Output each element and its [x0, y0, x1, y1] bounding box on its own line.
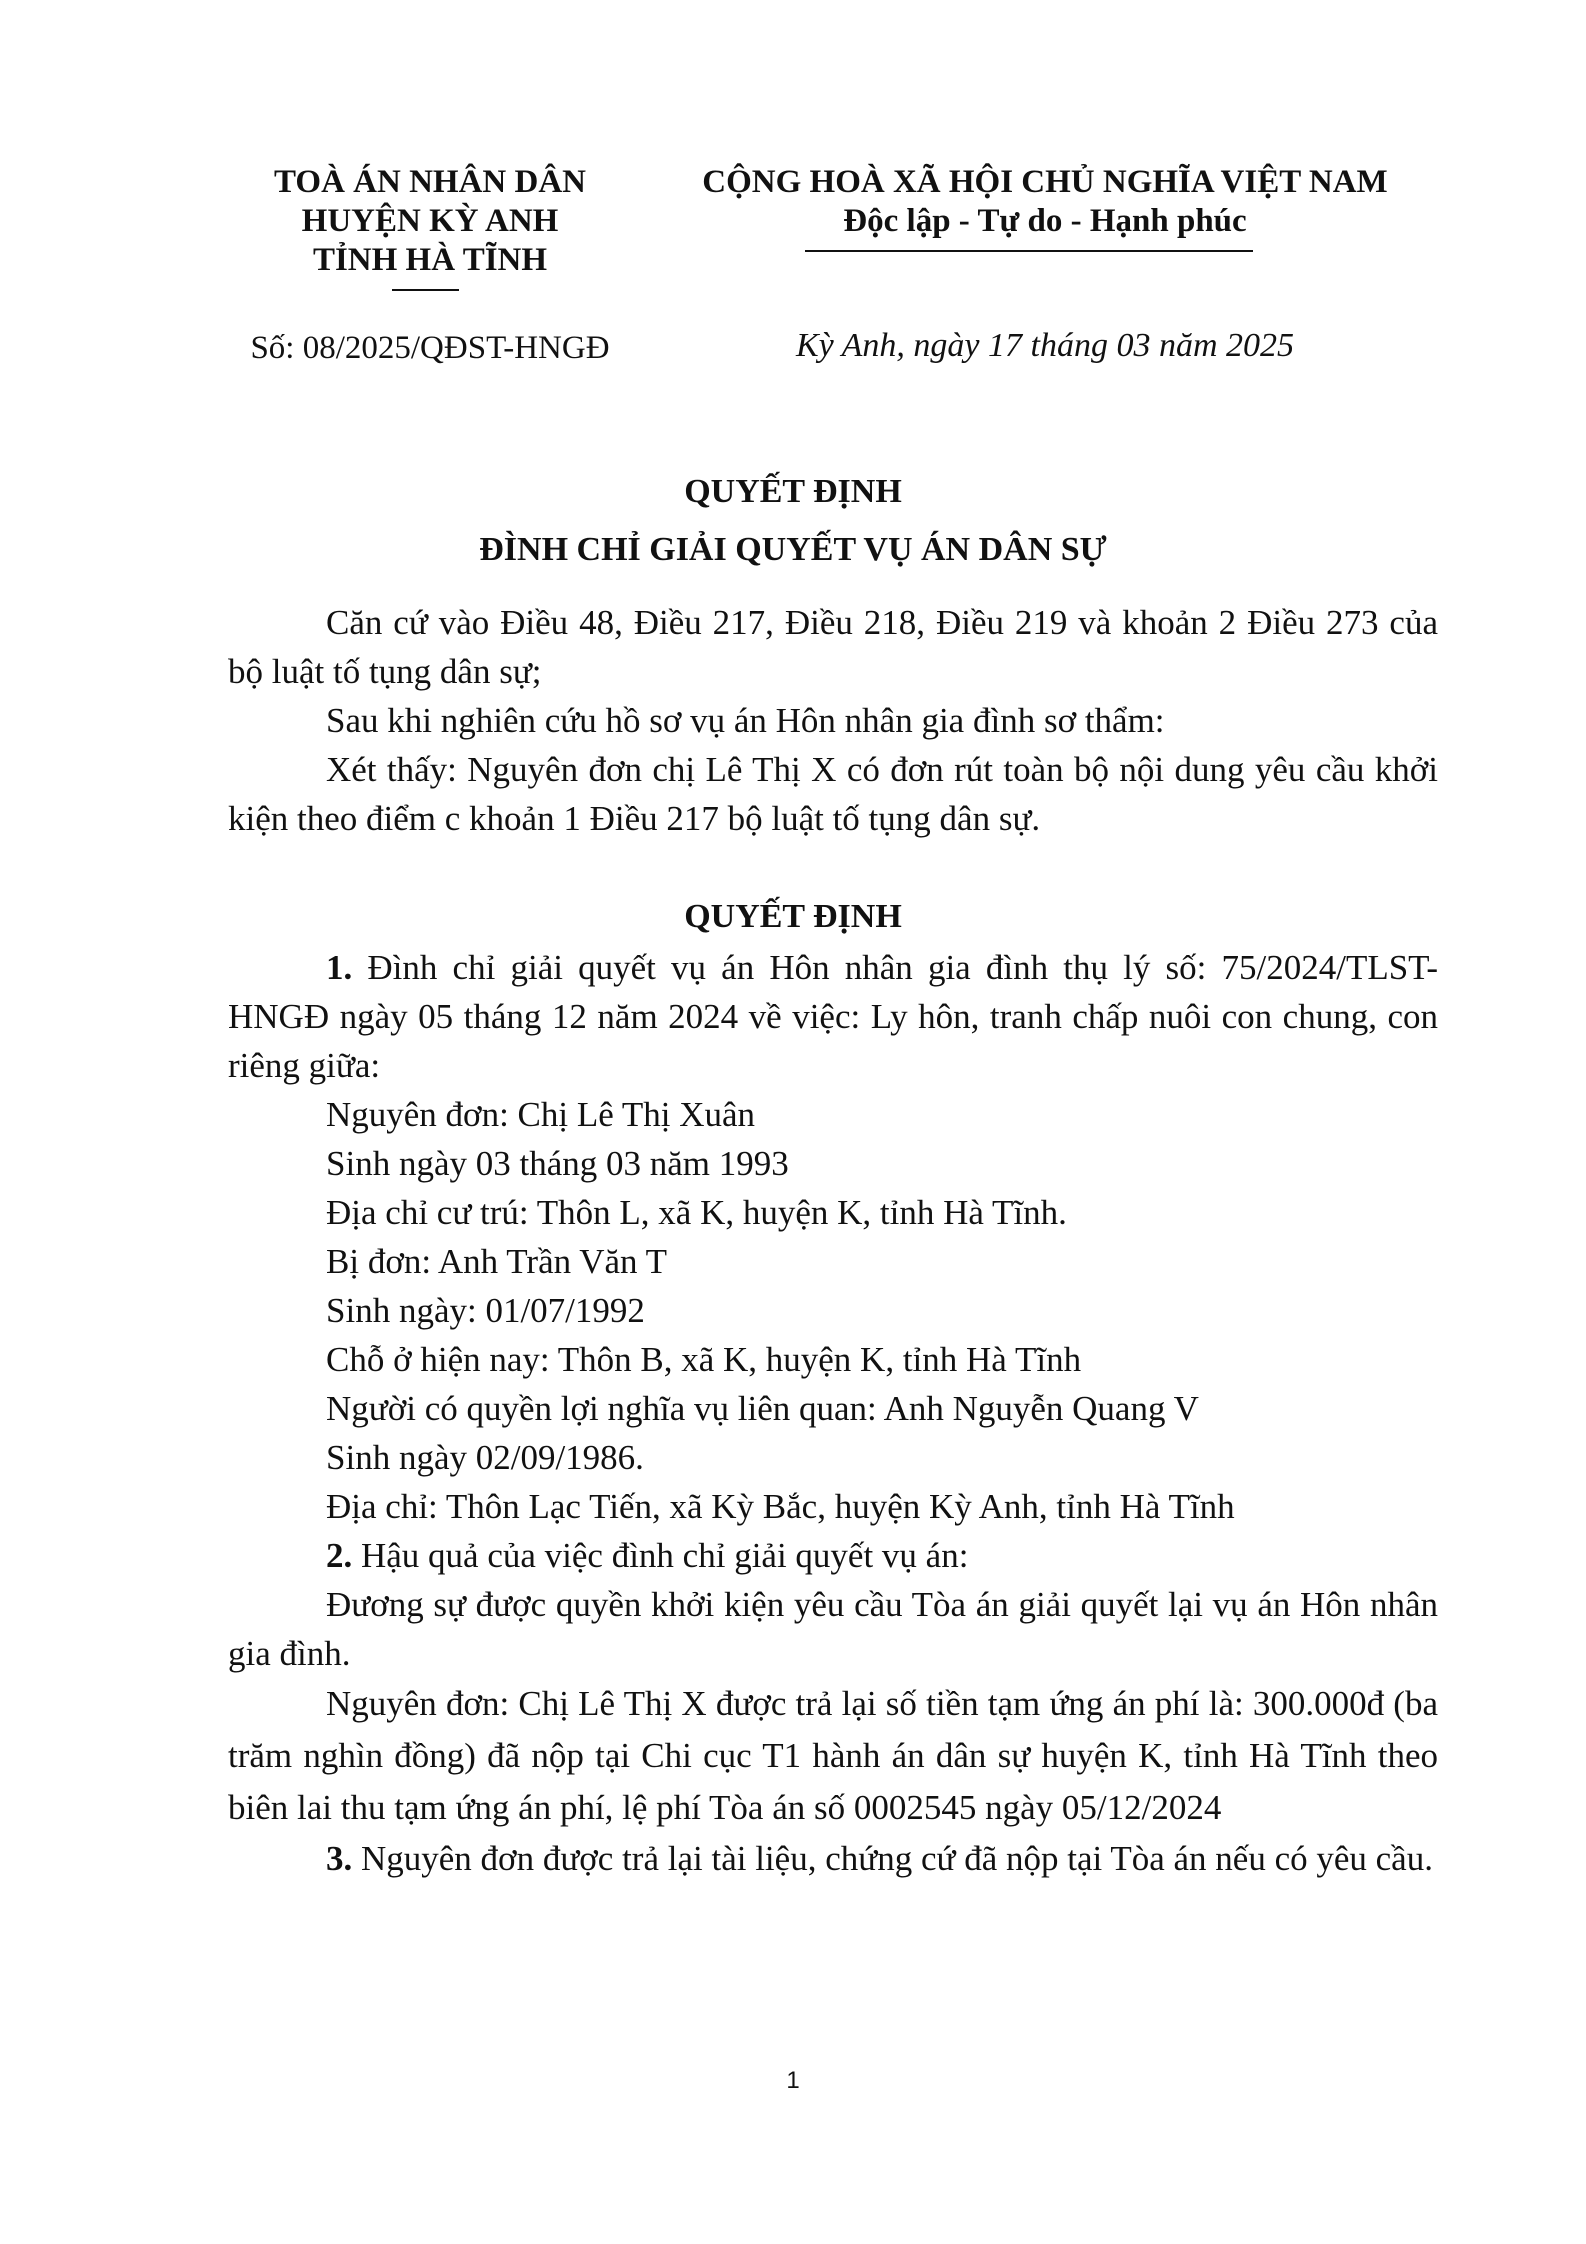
preamble-paragraph: Sau khi nghiên cứu hồ sơ vụ án Hôn nhân gia đình sơ thẩm: — [326, 701, 1165, 740]
page-number: 1 — [786, 2067, 800, 2094]
item-number: 2. — [326, 1536, 353, 1575]
document-number: Số: 08/2025/QĐST-HNGĐ — [250, 330, 610, 366]
party-line: Bị đơn: Anh Trần Văn T — [326, 1242, 668, 1281]
item-number: 1. — [326, 948, 353, 987]
court-line: HUYỆN KỲ ANH — [301, 203, 559, 239]
party-line: Người có quyền lợi nghĩa vụ liên quan: Anh Nguyễn Quang V — [326, 1389, 1199, 1428]
national-header — [660, 163, 1430, 241]
party-line: Địa chỉ cư trú: Thôn L, xã K, huyện K, tỉnh Hà Tĩnh. — [326, 1193, 1067, 1232]
court-line: TOÀ ÁN NHÂN DÂN — [274, 164, 586, 200]
decision-item-1 — [228, 943, 1438, 1090]
decision-heading: QUYẾT ĐỊNH — [684, 898, 902, 935]
court-name-block — [205, 163, 655, 280]
preamble-paragraph: Xét thấy: Nguyên đơn chị Lê Thị X có đơn rút toàn bộ nội dung yêu cầu khởi kiện theo điểm c khoản 1 Điều 217 bộ luật tố tụng dân sự. — [228, 750, 1438, 838]
party-line: Chỗ ở hiện nay: Thôn B, xã K, huyện K, tỉnh Hà Tĩnh — [326, 1340, 1082, 1379]
place-date: Kỳ Anh, ngày 17 tháng 03 năm 2025 — [795, 327, 1294, 364]
national-motto: Độc lập - Tự do - Hạnh phúc — [843, 203, 1247, 239]
party-line: Sinh ngày: 01/07/1992 — [326, 1291, 645, 1330]
document-title: QUYẾT ĐỊNH — [684, 473, 902, 510]
item-number: 3. — [326, 1839, 353, 1878]
court-line: TỈNH HÀ TĨNH — [312, 242, 548, 278]
consequence-paragraph: Đương sự được quyền khởi kiện yêu cầu Tòa án giải quyết lại vụ án Hôn nhân gia đình. — [228, 1585, 1438, 1673]
item-text: Hậu quả của việc đình chỉ giải quyết vụ án: — [352, 1536, 969, 1575]
preamble — [228, 598, 1438, 843]
preamble-paragraph: Căn cứ vào Điều 48, Điều 217, Điều 218, Điều 219 và khoản 2 Điều 273 của bộ luật tố tụng dân sự; — [228, 603, 1438, 691]
decision-body — [228, 943, 1438, 1883]
decision-item-3 — [228, 1834, 1438, 1883]
decision-item-2 — [228, 1531, 1438, 1580]
item-text: Nguyên đơn được trả lại tài liệu, chứng cứ đã nộp tại Tòa án nếu có yêu cầu. — [352, 1839, 1433, 1878]
republic-name: CỘNG HOÀ XÃ HỘI CHỦ NGHĨA VIỆT NAM — [702, 164, 1388, 200]
party-line: Sinh ngày 02/09/1986. — [326, 1438, 644, 1477]
motto-underline — [805, 250, 1253, 252]
party-line: Nguyên đơn: Chị Lê Thị Xuân — [326, 1095, 756, 1134]
item-text: Đình chỉ giải quyết vụ án Hôn nhân gia đình thụ lý số: 75/2024/TLST-HNGĐ ngày 05 tháng 12 năm 2024 về việc: Ly hôn, tranh chấp nuôi con chung, con riêng giữa: — [228, 948, 1438, 1085]
party-line: Địa chỉ: Thôn Lạc Tiến, xã Kỳ Bắc, huyện Kỳ Anh, tỉnh Hà Tĩnh — [326, 1487, 1235, 1526]
refund-paragraph: Nguyên đơn: Chị Lê Thị X được trả lại số tiền tạm ứng án phí là: 300.000đ (ba trăm nghìn đồng) đã nộp tại Chi cục T1 hành án dân sự huyện K, tỉnh Hà Tĩnh theo biên lai thu tạm ứng án phí, lệ phí Tòa án số 0002545 ngày 05/12/2024 — [228, 1684, 1438, 1827]
party-line: Sinh ngày 03 tháng 03 năm 1993 — [326, 1144, 789, 1183]
document-subtitle: ĐÌNH CHỈ GIẢI QUYẾT VỤ ÁN DÂN SỰ — [479, 531, 1107, 568]
court-divider — [392, 289, 459, 291]
